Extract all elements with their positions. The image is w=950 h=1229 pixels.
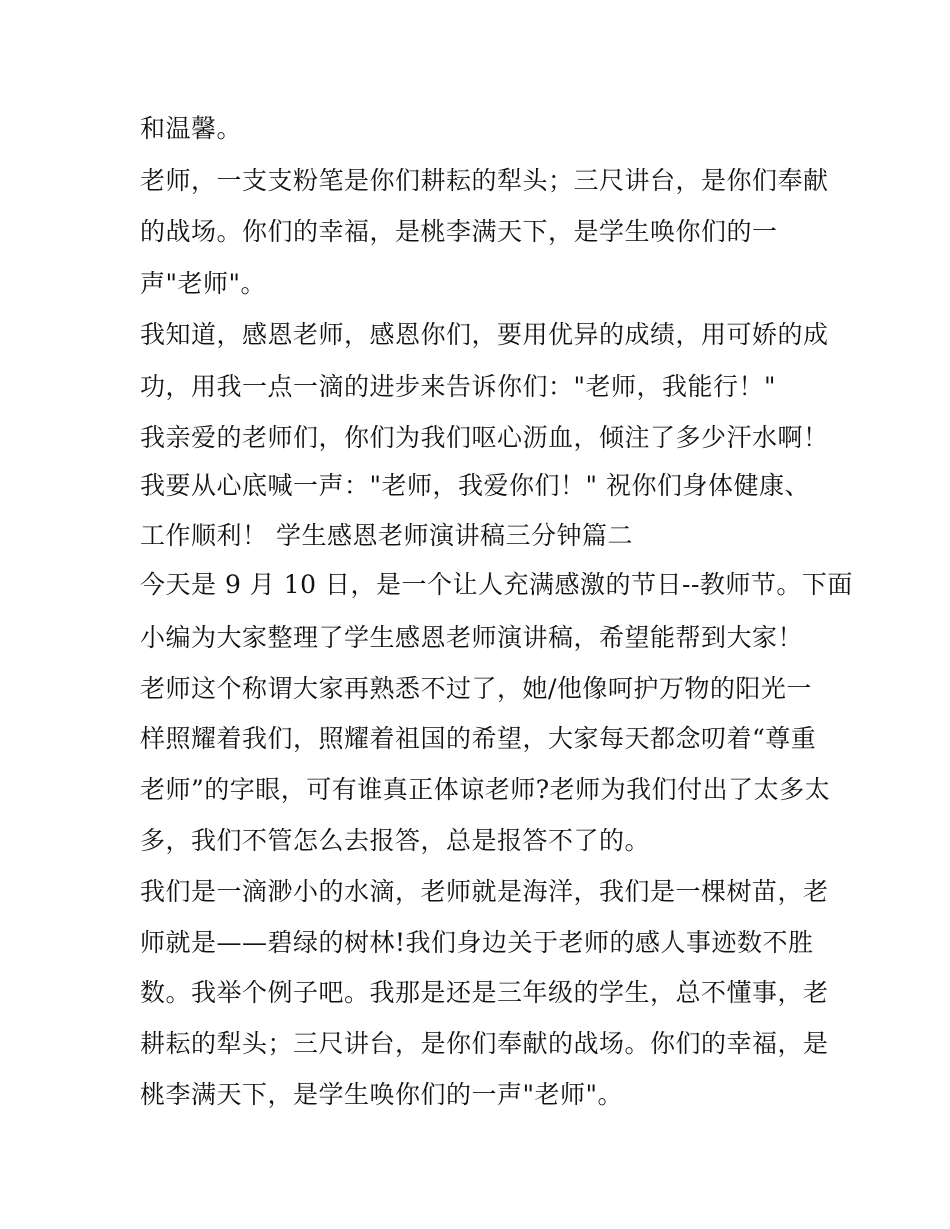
text-line: 声"老师"。 [140, 269, 266, 298]
text-line: 多，我们不管怎么去报答，总是报答不了的。 [140, 826, 651, 855]
text-line: 我们是一滴渺小的水滴，老师就是海洋，我们是一棵树苗，老 [140, 877, 829, 906]
text-line: 小编为大家整理了学生感恩老师演讲稿，希望能帮到大家！ [140, 623, 804, 652]
text-line: 功，用我一点一滴的进步来告诉你们："老师，我能行！" [140, 372, 777, 401]
text-line: 数。我举个例子吧。我那是还是三年级的学生，总不懂事，老 [140, 978, 829, 1007]
text-line: 工作顺利！ 学生感恩老师演讲稿三分钟篇二 [140, 521, 633, 550]
text-line: 老师，一支支粉笔是你们耕耘的犁头；三尺讲台，是你们奉献 [140, 166, 829, 195]
text-line: 我知道，感恩老师，感恩你们，要用优异的成绩，用可娇的成 [140, 320, 829, 349]
text-line: 老师这个称谓大家再熟悉不过了，她/他像呵护万物的阳光一 [140, 674, 812, 703]
text-line: 我亲爱的老师们，你们为我们呕心沥血，倾注了多少汗水啊！ [140, 423, 829, 452]
text-line: 和温馨。 [140, 114, 243, 143]
text-line: 老师”的字眼，可有谁真正体谅老师?老师为我们付出了太多太 [140, 775, 831, 804]
text-line: 我要从心底喊一声："老师，我爱你们！" 祝你们身体健康、 [140, 471, 810, 500]
text-line: 桃李满天下，是学生唤你们的一声"老师"。 [140, 1080, 623, 1109]
text-line: 样照耀着我们，照耀着祖国的希望，大家每天都念叨着“尊重 [140, 724, 817, 753]
text-line: 耕耘的犁头；三尺讲台，是你们奉献的战场。你们的幸福，是 [140, 1029, 829, 1058]
text-line: 师就是——碧绿的树林!我们身边关于老师的感人事迹数不胜 [140, 928, 814, 957]
text-line: 的战场。你们的幸福，是桃李满天下，是学生唤你们的一 [140, 217, 778, 246]
text-line: 今天是 9 月 10 日，是一个让人充满感激的节日--教师节。下面 [140, 570, 853, 599]
